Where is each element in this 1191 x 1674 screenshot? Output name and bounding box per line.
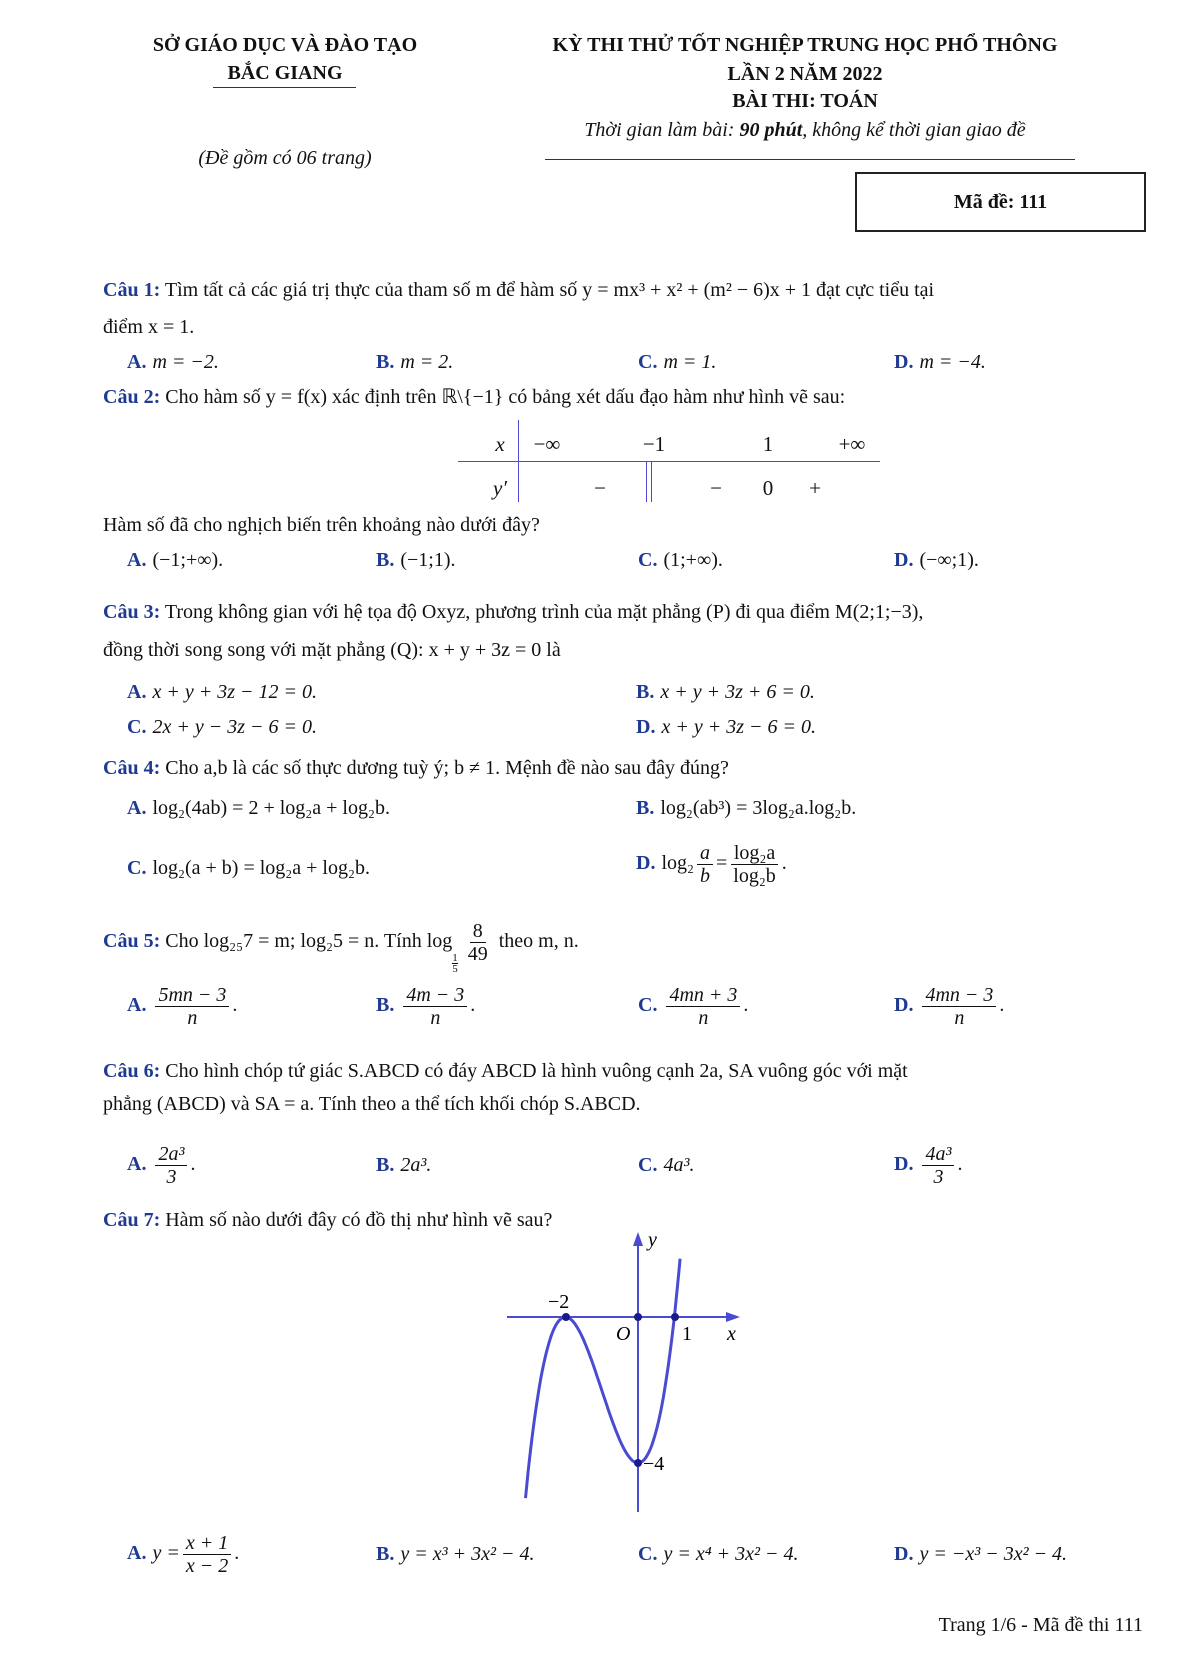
option-text: log₂: [661, 852, 694, 875]
max-point-label: −2: [548, 1291, 570, 1313]
fraction: [183, 1532, 231, 1577]
table-sign: −: [594, 476, 606, 500]
question-text: Trong không gian với hệ tọa độ Oxyz, phương trình của mặt phẳng (P) đi qua điểm M(2;1;−3),: [164, 601, 924, 623]
denominator: n: [430, 1007, 441, 1029]
question-label: Câu 6:: [103, 1060, 161, 1082]
numerator: 8: [470, 920, 486, 943]
point-root: [671, 1313, 679, 1321]
point-min: [634, 1459, 642, 1467]
pages-note: (Đề gồm có 06 trang): [198, 147, 372, 169]
option-text: (−1;1).: [400, 549, 456, 571]
option-c[interactable]: C. $\frac{4mn + 3}{n}$ .: [638, 984, 749, 1029]
denominator: x − 2: [185, 1555, 229, 1577]
option-text: m = 1.: [663, 351, 717, 373]
option-key: B.: [376, 351, 395, 373]
table-x-value: 1: [762, 432, 774, 456]
exam-title: KỲ THI THỬ TỐT NGHIỆP TRUNG HỌC PHỔ THÔNG: [552, 34, 1058, 56]
question-text: Hàm số nào dưới đây có đồ thị như hình vẽ sau?: [165, 1209, 553, 1231]
question-text: Cho hàm số y = f(x) xác định trên ℝ\{−1} có bảng xét dấu đạo hàm như hình vẽ sau:: [165, 386, 846, 408]
table-x-value: −1: [642, 432, 666, 456]
table-x-value: +∞: [838, 432, 866, 456]
option-c[interactable]: [638, 1542, 799, 1566]
option-text: m = −4.: [919, 351, 986, 373]
numerator: 5mn − 3: [155, 984, 229, 1007]
y-axis-label: y: [648, 1229, 657, 1251]
option-key: D.: [894, 1543, 914, 1565]
table-x-value: −∞: [533, 432, 561, 456]
table-sign: −: [710, 476, 722, 500]
x-tick-label: 1: [682, 1323, 692, 1345]
numerator: a: [697, 842, 713, 865]
question-text: Cho log₂₅7 = m; log₂5 = n. Tính log: [165, 930, 453, 953]
option-key: C.: [127, 857, 147, 879]
option-key: A.: [127, 549, 147, 571]
question-label: Câu 7:: [103, 1209, 161, 1231]
table-y-label: y′: [493, 476, 507, 500]
question-text: Cho hình chóp tứ giác S.ABCD có đáy ABCD là hình vuông cạnh 2a, SA vuông góc với mặt: [165, 1060, 908, 1082]
question-text: theo m, n.: [498, 930, 579, 953]
numerator: 4mn − 3: [922, 984, 996, 1007]
option-text: 2x + y − 3z − 6 = 0.: [152, 716, 317, 738]
equals: =: [715, 852, 728, 875]
denominator: b: [699, 865, 710, 887]
question-label: Câu 4:: [103, 757, 161, 779]
denominator: 49: [467, 943, 488, 965]
option-key: A.: [127, 681, 147, 703]
time-value: 90 phút: [739, 119, 803, 141]
option-a[interactable]: A. $\frac{\text{2a³}}{3}$ .: [127, 1143, 196, 1188]
origin-label: O: [616, 1323, 631, 1345]
denominator: 5: [452, 963, 458, 976]
question-2-line2: Hàm số đã cho nghịch biến trên khoảng nào dưới đây?: [103, 514, 540, 536]
option-text: log₂(a + b) = log₂a + log₂b.: [152, 857, 370, 879]
department-name: SỞ GIÁO DỤC VÀ ĐÀO TẠO: [152, 34, 418, 56]
option-text: m = −2.: [152, 351, 219, 373]
option-key: D.: [636, 716, 656, 738]
x-axis-arrow-icon: [726, 1312, 740, 1322]
option-key: C.: [638, 351, 658, 373]
option-text: y = x³ + 3x² − 4.: [400, 1543, 535, 1565]
question-1-line2: điểm x = 1.: [103, 316, 195, 338]
numerator: 4mn + 3: [666, 984, 740, 1007]
option-text: 4a³.: [663, 1154, 695, 1176]
numerator: 2a³: [155, 1143, 187, 1166]
option-text: x + y + 3z − 6 = 0.: [661, 716, 816, 738]
point-max: [562, 1313, 570, 1321]
numerator: log₂a: [731, 842, 778, 865]
exam-round: LẦN 2 NĂM 2022: [727, 63, 883, 85]
option-text: x + y + 3z + 6 = 0.: [660, 681, 815, 703]
option-text: y = x⁴ + 3x² − 4.: [663, 1543, 799, 1565]
option-text: (1;+∞).: [663, 549, 723, 571]
question-label: Câu 5:: [103, 930, 161, 953]
exam-subject: BÀI THI: TOÁN: [732, 90, 878, 112]
table-sign: 0: [762, 476, 774, 500]
option-key: C.: [638, 549, 658, 571]
option-text: log₂(4ab) = 2 + log₂a + log₂b.: [152, 797, 390, 819]
min-point-label: −4: [643, 1453, 665, 1475]
option-text: m = 2.: [400, 351, 454, 373]
option-key: A.: [127, 797, 147, 819]
option-key: C.: [638, 994, 658, 1017]
table-x-label: x: [495, 432, 505, 456]
option-key: A.: [127, 1153, 147, 1176]
page-footer: Trang 1/6 - Mã đề thi 111: [938, 1614, 1143, 1636]
option-key: A.: [127, 1542, 147, 1565]
option-b[interactable]: [376, 1542, 534, 1566]
option-key: B.: [636, 681, 655, 703]
denominator: 3: [166, 1166, 177, 1188]
numerator: 1: [452, 952, 458, 965]
option-d[interactable]: [894, 1542, 1067, 1566]
point-origin: [634, 1313, 642, 1321]
option-key: D.: [894, 994, 914, 1017]
option-key: B.: [376, 994, 395, 1017]
exam-code: Mã đề: 111: [953, 191, 1048, 213]
option-key: A.: [127, 994, 147, 1017]
question-text: Tìm tất cả các giá trị thực của tham số m để hàm số y = mx³ + x² + (m² − 6)x + 1 đạt cực tiểu tại: [164, 279, 935, 301]
option-key: C.: [638, 1154, 658, 1176]
option-text: x + y + 3z − 12 = 0.: [152, 681, 317, 703]
numerator: 4a³: [922, 1143, 954, 1166]
option-key: B.: [636, 797, 655, 819]
option-text: y =: [152, 1542, 180, 1565]
option-text: 2a³.: [400, 1154, 432, 1176]
option-b[interactable]: B. $\frac{4m - 3}{n}$ .: [376, 984, 476, 1029]
numerator: x + 1: [183, 1532, 231, 1555]
option-key: D.: [636, 852, 656, 875]
y-axis-arrow-icon: [633, 1232, 643, 1246]
question-label: Câu 2:: [103, 386, 161, 408]
x-axis-label: x: [727, 1323, 736, 1345]
option-key: D.: [894, 549, 914, 571]
table-sign: +: [809, 476, 821, 500]
option-key: C.: [638, 1543, 658, 1565]
denominator: 3: [933, 1166, 944, 1188]
question-3-line2: đồng thời song song với mặt phẳng (Q): x + y + 3z = 0 là: [103, 639, 561, 661]
time-suffix: , không kể thời gian giao đề: [802, 119, 1026, 141]
option-d[interactable]: D. $\frac{4mn - 3}{n}$ .: [894, 984, 1005, 1029]
option-a[interactable]: A. $\frac{5mn - 3}{n}$ .: [127, 984, 238, 1029]
denominator: log₂b: [733, 865, 776, 887]
option-text: y = −x³ − 3x² − 4.: [919, 1543, 1068, 1565]
question-text: Cho a,b là các số thực dương tuỳ ý; b ≠ 1. Mệnh đề nào sau đây đúng?: [165, 757, 729, 779]
option-d[interactable]: D. $\frac{\text{4a³}}{3}$ .: [894, 1143, 963, 1188]
option-key: B.: [376, 1543, 395, 1565]
denominator: n: [187, 1007, 198, 1029]
option-key: D.: [894, 351, 914, 373]
option-key: A.: [127, 351, 147, 373]
numerator: 4m − 3: [403, 984, 467, 1007]
province-name: BẮC GIANG: [227, 62, 343, 84]
option-key: C.: [127, 716, 147, 738]
option-key: B.: [376, 1154, 395, 1176]
option-text: log₂(ab³) = 3log₂a.log₂b.: [660, 797, 857, 819]
question-label: Câu 1:: [103, 279, 161, 301]
denominator: n: [954, 1007, 965, 1029]
option-key: B.: [376, 549, 395, 571]
option-text: .: [781, 852, 787, 875]
option-key: D.: [894, 1153, 914, 1176]
option-text: (−∞;1).: [919, 549, 979, 571]
question-label: Câu 3:: [103, 601, 161, 623]
question-6-line2: phẳng (ABCD) và SA = a. Tính theo a thể tích khối chóp S.ABCD.: [103, 1093, 641, 1115]
denominator: n: [698, 1007, 709, 1029]
option-text: (−1;+∞).: [152, 549, 224, 571]
time-prefix: Thời gian làm bài:: [584, 119, 740, 141]
option-a[interactable]: A. y = $\frac{x + 1}{x - 2}$ .: [127, 1532, 240, 1577]
